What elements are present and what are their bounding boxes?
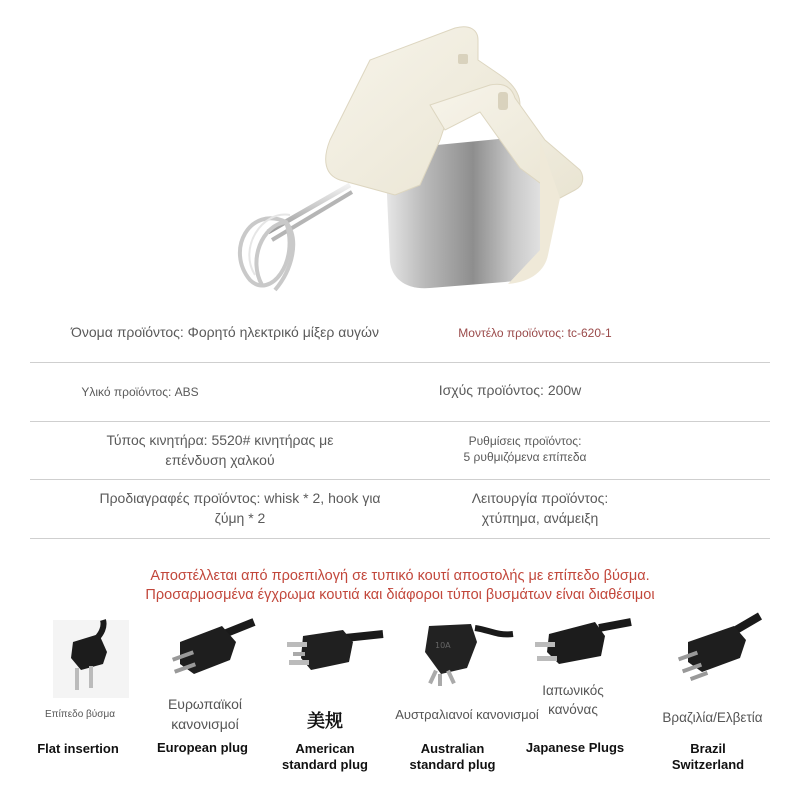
plug-sub-brazil: Βραζιλία/Ελβετία [662, 710, 763, 725]
divider [30, 479, 770, 480]
plug-american [265, 612, 395, 692]
plug-name-american: American standard plug [282, 741, 368, 772]
flat-plug-icon [45, 612, 135, 702]
plug-name-flat: Flat insertion [37, 741, 119, 756]
plug-name-brazil: Brazil Switzerland [671, 741, 745, 772]
brazil-plug-icon [660, 612, 770, 692]
plug-name-european: European plug [157, 740, 248, 755]
product-settings: Ρυθμίσεις προϊόντος: 5 ρυθμιζόμενα επίπεδα [463, 434, 587, 464]
plug-name-japanese: Japanese Plugs [525, 740, 625, 755]
product-power: Ισχύς προϊόντος: 200w [438, 382, 582, 398]
shipping-notice-line2: Προσαρμοσμένα έγχρωμα κουτιά και διάφοροι τύποι βυσμάτων είναι διαθέσιμοι [145, 587, 655, 603]
european-plug-icon [150, 612, 260, 692]
plug-sub-australian: Αυστραλιανοί κανονισμοί [395, 707, 539, 722]
svg-text:10A: 10A [435, 641, 451, 650]
plug-sub-american: 美规 [307, 711, 343, 731]
plug-australian [395, 612, 525, 692]
plug-sub-european: Ευρωπαϊκοί κανονισμοί [167, 696, 243, 732]
product-material: Υλικό προϊόντος: ABS [81, 385, 199, 399]
plug-name-australian: Australian standard plug [409, 741, 496, 772]
motor-type: Τύπος κινητήρα: 5520# κινητήρας με επένδυση χαλκού [106, 432, 334, 468]
divider [30, 362, 770, 363]
divider [30, 421, 770, 422]
plug-sub-japanese: Ιαπωνικός κανόνας [542, 683, 604, 717]
plug-japanese [515, 612, 645, 682]
plug-brazil [650, 612, 780, 692]
plug-flat [25, 612, 155, 702]
product-specifications: Προδιαγραφές προϊόντος: whisk * 2, hook για ζύμη * 2 [99, 490, 381, 526]
hand-mixer-image [0, 0, 800, 310]
product-function: Λειτουργία προϊόντος: χτύπημα, ανάμειξη [471, 490, 609, 526]
product-model: Μοντέλο προϊόντος: tc-620-1 [458, 326, 612, 340]
american-plug-icon [275, 612, 385, 692]
australian-plug-icon [405, 612, 515, 692]
divider [30, 538, 770, 539]
plug-sub-flat: Επίπεδο βύσμα [45, 709, 115, 720]
japanese-plug-icon [525, 612, 635, 682]
product-name: Όνομα προϊόντος: Φορητό ηλεκτρικό μίξερ αυγών [71, 324, 379, 340]
shipping-notice-line1: Αποστέλλεται από προεπιλογή σε τυπικό κουτί αποστολής με επίπεδο βύσμα. [150, 568, 650, 584]
plug-european [140, 612, 270, 692]
